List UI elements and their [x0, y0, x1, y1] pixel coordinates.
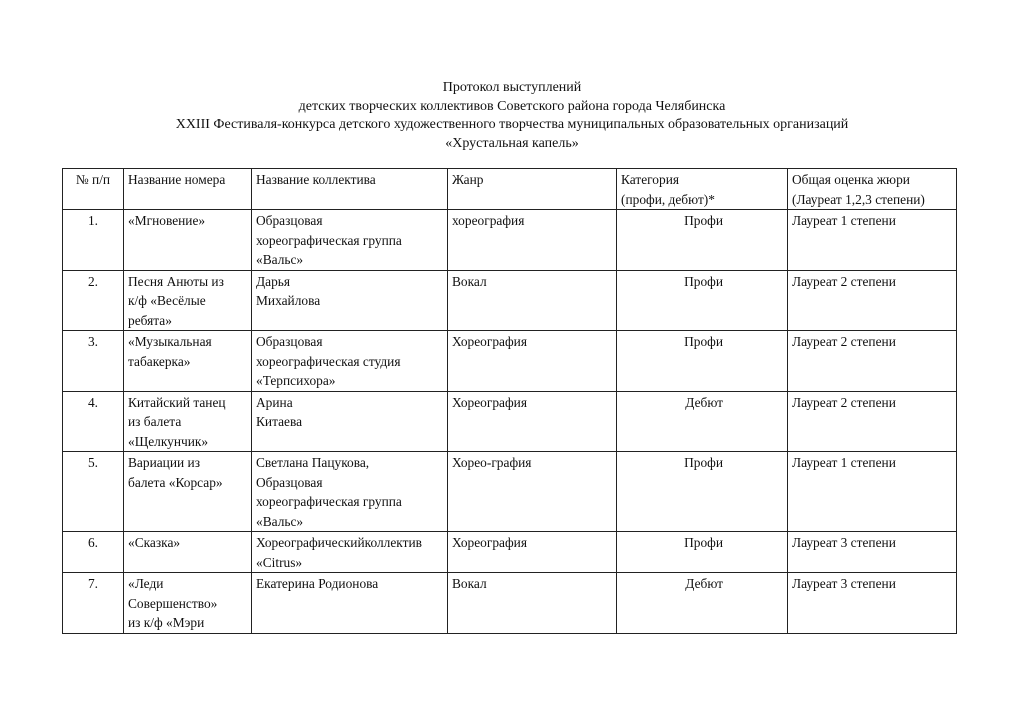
cell-category: Профи: [617, 532, 788, 573]
cell-group: Екатерина Родионова: [252, 573, 448, 634]
cell-score: Лауреат 3 степени: [788, 573, 957, 634]
table-row: [63, 270, 957, 331]
table-row: [63, 532, 957, 573]
table-row: [63, 331, 957, 392]
cell-category: Дебют: [617, 573, 788, 634]
cell-category: Профи: [617, 331, 788, 392]
header-festival-name: «Хрустальная капель»: [445, 135, 579, 151]
document-header: [0, 79, 1024, 153]
column-header-category: Категория (профи, дебют)*: [617, 169, 788, 210]
cell-group: Образцовая хореографическая группа «Вальс»: [252, 210, 448, 271]
cell-group: Арина Китаева: [252, 391, 448, 452]
cell-group: Дарья Михайлова: [252, 270, 448, 331]
cell-category: Дебют: [617, 391, 788, 452]
cell-number: 1.: [63, 210, 124, 271]
cell-group: Хореографическийколлектив «Citrus»: [252, 532, 448, 573]
cell-title: «Музыкальная табакерка»: [124, 331, 252, 392]
cell-number: 6.: [63, 532, 124, 573]
column-header-score: Общая оценка жюри (Лауреат 1,2,3 степени): [788, 169, 957, 210]
cell-number: 4.: [63, 391, 124, 452]
cell-number: 2.: [63, 270, 124, 331]
cell-category: Профи: [617, 270, 788, 331]
cell-genre: хореография: [448, 210, 617, 271]
cell-title: Песня Анюты из к/ф «Весёлые ребята»: [124, 270, 252, 331]
cell-category: Профи: [617, 452, 788, 532]
cell-number: 5.: [63, 452, 124, 532]
cell-score: Лауреат 3 степени: [788, 532, 957, 573]
cell-genre: Хореография: [448, 532, 617, 573]
results-table: [62, 168, 957, 634]
cell-title: «Сказка»: [124, 532, 252, 573]
table-row: [63, 573, 957, 634]
cell-title: «Леди Совершенство» из к/ф «Мэри: [124, 573, 252, 634]
cell-number: 3.: [63, 331, 124, 392]
header-subtitle: детских творческих коллективов Советского района города Челябинска: [298, 98, 726, 114]
cell-group: Образцовая хореографическая студия «Терпсихора»: [252, 331, 448, 392]
header-title: Протокол выступлений: [442, 80, 582, 95]
table-row: [63, 452, 957, 532]
cell-genre: Вокал: [448, 270, 617, 331]
cell-title: Вариации из балета «Корсар»: [124, 452, 252, 532]
cell-genre: Хорео-графия: [448, 452, 617, 532]
cell-title: «Мгновение»: [124, 210, 252, 271]
column-header-group: Название коллектива: [252, 169, 448, 210]
column-header-number: № п/п: [63, 169, 124, 210]
table-row: [63, 391, 957, 452]
cell-score: Лауреат 2 степени: [788, 391, 957, 452]
column-header-genre: Жанр: [448, 169, 617, 210]
cell-score: Лауреат 2 степени: [788, 331, 957, 392]
cell-title: Китайский танец из балета «Щелкунчик»: [124, 391, 252, 452]
cell-genre: Хореография: [448, 331, 617, 392]
cell-score: Лауреат 1 степени: [788, 210, 957, 271]
table-row: [63, 210, 957, 271]
cell-number: 7.: [63, 573, 124, 634]
cell-score: Лауреат 1 степени: [788, 452, 957, 532]
cell-genre: Хореография: [448, 391, 617, 452]
cell-score: Лауреат 2 степени: [788, 270, 957, 331]
header-festival: XXIII Фестиваля-конкурса детского художественного творчества муниципальных образовательных организаций: [175, 117, 849, 132]
cell-category: Профи: [617, 210, 788, 271]
column-header-title: Название номера: [124, 169, 252, 210]
cell-group: Светлана Пацукова, Образцовая хореографическая группа «Вальс»: [252, 452, 448, 532]
cell-genre: Вокал: [448, 573, 617, 634]
table-header-row: [63, 169, 957, 210]
